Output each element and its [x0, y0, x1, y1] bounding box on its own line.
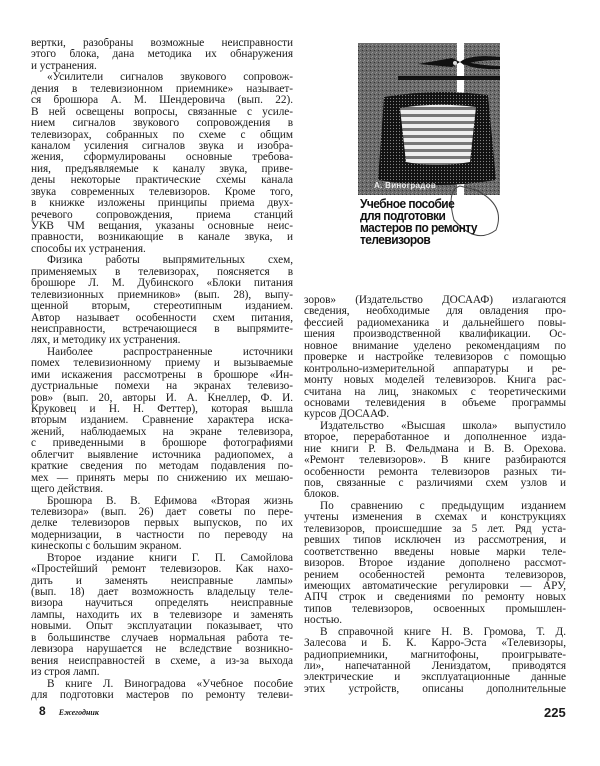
text-line: основами телевидения в объеме программы — [304, 397, 566, 409]
text-line: речевого сопровождения, приема станций — [31, 209, 293, 221]
text-line: В ней освещены вопросы, связанные с усиле- — [31, 106, 293, 118]
text-line: ние книги Р. В. Фельдмана и В. В. Орехова. — [304, 443, 566, 455]
signature-name: Ежегодник — [58, 708, 99, 717]
left-column — [31, 38, 293, 701]
text-line: жения, сформулированы основные требова- — [31, 152, 293, 164]
text-line: телевизора» (вып. 26) дает советы по пере- — [31, 506, 293, 518]
text-line: правности, возникающие в канале звука, и — [31, 232, 293, 244]
text-line: ли», напечатанной Лениздатом, приводятся — [304, 661, 566, 672]
text-line: лампы, находить их в телевизоре и заменять — [31, 609, 293, 621]
text-line: для подготовки мастеров по ремонту телеви- — [31, 689, 293, 701]
text-line: модернизации, в частности по переводу на — [31, 529, 293, 541]
text-line: дустриальные помехи на экранах телевизо- — [31, 381, 293, 393]
text-line: визоров. Второе издание дополнено рассмот- — [304, 558, 566, 570]
text-line: каналом усиления сигналов звука и изобра- — [31, 140, 293, 152]
text-line: зоров» (Издательство ДОСААФ) излагаются — [304, 295, 566, 306]
text-line: (вып. 18) дает возможность владельцу теле- — [31, 587, 293, 598]
text-line: дены некоторые практические схемы канала — [31, 175, 293, 187]
text-line: Автор называет особенности схем питания, — [31, 312, 293, 324]
text-line: АПЧ строк и сведениями по ремонту новых — [304, 592, 566, 604]
text-line: курсов ДОСААФ. — [304, 409, 390, 421]
text-line: щенной вторым, стереотипным изданием. — [31, 301, 293, 313]
text-line: кинескопы с большим экраном. — [31, 541, 182, 553]
text-line: неисправности, встречающиеся в выпрямите- — [31, 323, 293, 335]
text-line: помех телевизионному приему и вызываемые — [31, 358, 293, 370]
text-line: шения производственной квалификации. Ос- — [304, 329, 566, 341]
text-line: с приведенными в брошюре фотографиями — [31, 438, 293, 450]
text-line: имеющих автоматические регулировки — АРУ, — [304, 580, 566, 592]
text-line: монту новых моделей телевизоров. Книга рас- — [304, 375, 566, 387]
text-line: считана на лиц, знакомых с теоретическими — [304, 386, 566, 398]
paragraph — [304, 627, 566, 696]
text-line: звука современных телевизоров. Кроме того, — [31, 186, 293, 198]
text-line: телевизорах, собранных по схеме с общим — [31, 129, 293, 141]
text-line: этого блока, дана методика их обнаружения — [31, 49, 293, 61]
right-column — [304, 295, 566, 695]
text-line: ревших типов исключен из рассмотрения, и — [304, 535, 566, 547]
text-line: брошюре Л. М. Дубинского «Блоки питания — [31, 278, 293, 290]
text-line: визора научиться определять неисправные — [31, 598, 293, 610]
text-line: электрические и эксплуатационные данные — [304, 672, 566, 684]
text-line: рением особенностей ремонта телевизоров, — [304, 569, 566, 581]
text-line: краткие сведения по методам подавления по- — [31, 461, 293, 473]
text-line: этих устройств, описаны дополнительные — [304, 683, 566, 695]
text-line: вертки, разобраны возможные неисправности — [31, 38, 293, 49]
text-line: Круковец и Н. Н. Феттер), которая вышла — [31, 404, 293, 415]
text-line: в книжке изложены принципы приема двух- — [31, 198, 293, 210]
text-line: ров» (вып. 20, авторы И. А. Кнеллер, Ф. И. — [31, 392, 293, 404]
paragraph — [31, 38, 293, 72]
text-line: радиоприемники, магнитофоны, проигрывате- — [304, 649, 566, 661]
text-line: телевизионных приемников» (вып. 28), выпу- — [31, 289, 293, 301]
text-line: облегчит выявление источника радиопомех, а — [31, 449, 293, 461]
text-line: Издательство «Высшая школа» выпустило — [320, 420, 566, 432]
text-line: ния, предъявляемые к каналу звука, приве- — [31, 163, 293, 175]
text-line: и устранения. — [31, 60, 97, 72]
text-line: учтены изменения в схемах и конструкциях — [304, 512, 566, 524]
text-line: Залесова и Б. К. Карро-Эста «Телевизоры, — [304, 638, 566, 650]
text-line: нием сигналов звукового сопровождения в — [31, 118, 293, 130]
text-line: вторым изданием. Сравнение характера иска- — [31, 415, 293, 427]
text-line: По сравнению с предыдущим изданием — [320, 500, 566, 512]
text-line: В книге Л. Виноградова «Учебное пособие — [47, 678, 293, 690]
text-line: Второе издание книги Г. П. Самойлова — [47, 552, 293, 564]
text-line: пов, связанные с различиями схем узлов и — [304, 478, 566, 489]
paragraph — [31, 347, 293, 496]
text-line: делке телевизоров первых выпусков, по их — [31, 518, 293, 530]
text-line: фессией радиомеханика и дальнейшего повы- — [304, 317, 566, 329]
text-line: жений, наблюдаемых на экране телевизора, — [31, 426, 293, 438]
text-line: второе, переработанное и дополненное изда- — [304, 432, 566, 444]
text-line: ся брошюра А. М. Шендеровича (вып. 22). — [31, 95, 293, 107]
paragraph — [31, 255, 293, 347]
text-line: В справочной книге Н. В. Громова, Т. Д. — [320, 626, 566, 638]
text-line: «Усилители сигналов звукового сопровож- — [47, 72, 293, 84]
text-line: особенности ремонта телевизоров разных ти- — [304, 466, 566, 478]
text-line: ими искажения рассмотрены в брошюре «Ин- — [31, 369, 293, 381]
text-line: левизора нарушается не вследствие возникно- — [31, 644, 293, 656]
paragraph — [304, 421, 566, 501]
text-line: мех — принять меры по снижению их мешаю- — [31, 472, 293, 484]
text-line: из строя ламп. — [31, 667, 100, 679]
text-line: сведения, необходимые для овладения про- — [304, 306, 566, 318]
paragraph — [31, 72, 293, 255]
text-line: УКВ ЧМ вещания, указаны основные неис- — [31, 221, 293, 232]
paragraph — [304, 295, 566, 421]
text-line: применяемых в телевизорах, поясняется в — [31, 266, 293, 278]
text-line: «Простейший ремонт телевизоров. Как нахо- — [31, 564, 293, 576]
text-line: типов телевизоров, освоенных промышлен- — [304, 603, 566, 615]
text-line: контрольно-измерительной аппаратуры и ре- — [304, 363, 566, 375]
paragraph — [31, 679, 293, 702]
text-line: щего действия. — [31, 484, 103, 496]
page-number: 225 — [544, 705, 566, 720]
text-line: блоков. — [304, 489, 340, 501]
text-line: новное внимание уделено рекомендациям по — [304, 340, 566, 352]
signature-number: 8 — [39, 704, 46, 718]
paragraph — [304, 501, 566, 627]
paragraph — [31, 496, 293, 553]
text-line: в большинстве случаев нормальная работа те- — [31, 632, 293, 644]
text-line: проверке и настройке телевизоров с помощью — [304, 352, 566, 364]
text-line: лях, и методику их устранения. — [31, 335, 181, 347]
text-line: ностью. — [304, 615, 342, 627]
text-line: Физика работы выпрямительных схем, — [47, 255, 293, 267]
cover-title: Учебное пособие для подготовки мастеров по ремонту телевизоров — [360, 196, 477, 247]
text-line: соответственно введены новые марки теле- — [304, 546, 566, 558]
paragraph — [31, 553, 293, 679]
text-line: телевизоров, происшедшие за 5 лет. Ряд уста- — [304, 523, 566, 535]
text-line: Наиболее распространенные источники — [47, 346, 293, 358]
text-line: вения неисправностей в схеме, а из-за выхода — [31, 655, 293, 667]
text-line: способы их устранения. — [31, 243, 146, 255]
signature-mark — [39, 704, 99, 718]
cover-author: А. Виноградов — [374, 181, 437, 190]
text-line: новыми. Опыт эксплуатации показывает, что — [31, 621, 293, 633]
text-line: «Ремонт телевизоров». В книге разбираются — [304, 455, 566, 467]
text-line: Брошюра В. В. Ефимова «Вторая жизнь — [47, 495, 293, 507]
text-line: дения в телевизионном приемнике» называет- — [31, 83, 293, 95]
tv-screen — [400, 105, 476, 165]
text-line: дить и заменять неисправные лампы» — [31, 575, 293, 587]
